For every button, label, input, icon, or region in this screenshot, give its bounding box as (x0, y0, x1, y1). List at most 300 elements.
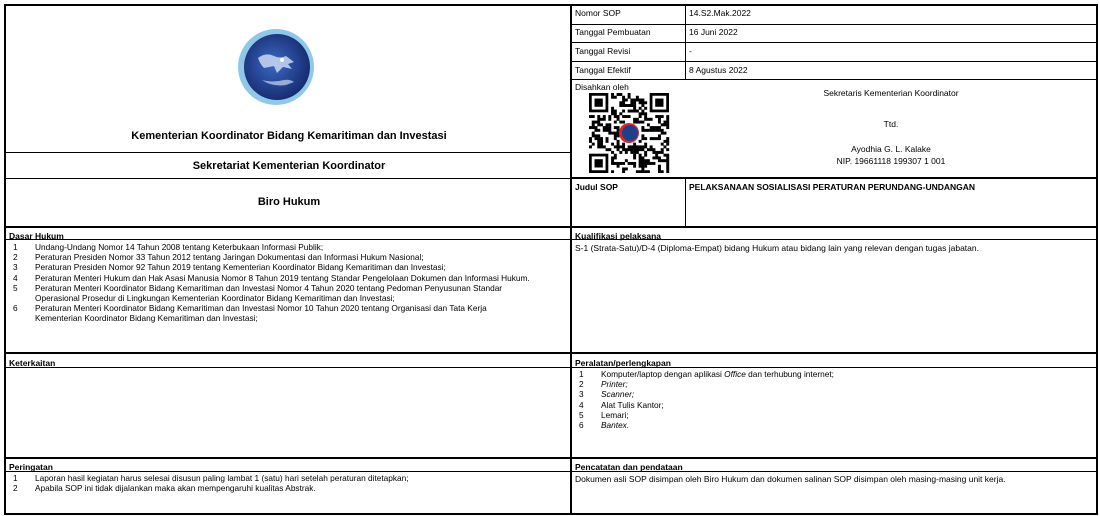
qr-module (639, 99, 642, 102)
list-item: 2 Apabila SOP ini tidak dijalankan maka akan mempengaruhi kualitas Abstrak. (13, 483, 316, 494)
peralatan-list (572, 369, 1092, 430)
secretariat-name: Sekretariat Kementerian Koordinator (192, 160, 386, 172)
qr-module (617, 134, 620, 137)
qr-module (666, 167, 669, 170)
qr-module (589, 115, 592, 118)
qr-module (633, 156, 636, 159)
qr-module (639, 162, 642, 165)
qr-module (655, 151, 658, 154)
qr-module (603, 118, 606, 121)
qr-module (600, 137, 603, 140)
qr-module (633, 121, 636, 124)
qr-module (655, 137, 658, 140)
qr-module (663, 132, 666, 135)
qr-module (619, 101, 622, 104)
qr-module (633, 104, 636, 107)
qr-module (658, 129, 661, 132)
qr-module (600, 123, 603, 126)
qr-module (614, 137, 617, 140)
qr-module (614, 162, 617, 165)
qr-module (666, 126, 669, 129)
list-item: 2 Peraturan Presiden Nomor 33 Tahun 2012 tentang Jaringan Dokumentasi dan Informasi Hukum Nasional; (13, 252, 424, 263)
qr-finder (595, 99, 603, 107)
qr-module (650, 137, 653, 140)
qr-module (608, 115, 611, 118)
qr-module (650, 148, 653, 151)
qr-module (647, 118, 650, 121)
qr-module (595, 134, 598, 137)
qr-module (658, 137, 661, 140)
qr-module (597, 121, 600, 124)
list-item: 4 Peraturan Menteri Hukum dan Hak Asasi Manusia Nomor 8 Tahun 2019 tentang Standar Pengelolaan Dokumen dan Informasi Hukum. (13, 272, 530, 283)
qr-module (663, 140, 666, 143)
qr-module (661, 132, 664, 135)
qr-module (650, 162, 653, 165)
qr-module (597, 137, 600, 140)
qr-module (606, 140, 609, 143)
qr-module (606, 137, 609, 140)
approval-position: Sekretaris Kementerian Koordinator (823, 88, 959, 98)
qr-module (661, 143, 664, 146)
qr-module (633, 143, 636, 146)
qr-module (652, 156, 655, 159)
qr-module (625, 159, 628, 162)
qr-module (661, 170, 664, 173)
qr-module (617, 145, 620, 148)
kualifikasi-heading: Kualifikasi pelaksana (575, 231, 661, 241)
qr-module (647, 170, 650, 173)
qr-module (617, 93, 620, 96)
qr-module (655, 129, 658, 132)
qr-module (644, 143, 647, 146)
qr-module (636, 151, 639, 154)
frame-right (1096, 4, 1098, 515)
qr-module (597, 140, 600, 143)
qr-module (658, 118, 661, 121)
qr-module (666, 165, 669, 168)
qr-module (633, 118, 636, 121)
qr-module (592, 126, 595, 129)
qr-module (633, 154, 636, 157)
qr-module (611, 159, 614, 162)
qr-module (617, 118, 620, 121)
list-item: 3 Peraturan Presiden Nomor 92 Tahun 2019 tentang Kementerian Koordinator Bidang Kemaritiman dan Investasi; (13, 262, 446, 273)
qr-module (622, 162, 625, 165)
qr-module (614, 145, 617, 148)
qr-module (647, 129, 650, 132)
qr-code (586, 93, 672, 173)
qr-module (630, 101, 633, 104)
qr-module (639, 140, 642, 143)
qr-module (619, 162, 622, 165)
qr-module (611, 112, 614, 115)
list-item: 6 Peraturan Menteri Koordinator Bidang Kemaritiman dan Investasi Nomor 10 Tahun 2020 tentang Organisasi dan Tata Kerja (13, 303, 487, 314)
qr-module (641, 101, 644, 104)
qr-module (606, 148, 609, 151)
qr-module (597, 143, 600, 146)
qr-module (658, 170, 661, 173)
qr-module (650, 129, 653, 132)
qr-module (617, 126, 620, 129)
qr-module (661, 159, 664, 162)
qr-module (592, 123, 595, 126)
ministry-name: Kementerian Koordinator Bidang Kemaritiman dan Investasi (131, 130, 447, 142)
qr-module (663, 154, 666, 157)
qr-module (647, 159, 650, 162)
qr-module (655, 126, 658, 129)
qr-module (614, 115, 617, 118)
qr-module (633, 99, 636, 102)
list-item: 3 Scanner; (579, 389, 635, 400)
qr-module (639, 154, 642, 157)
qr-module (641, 167, 644, 170)
qr-code-icon (586, 93, 672, 173)
qr-module (658, 167, 661, 170)
qr-module (614, 112, 617, 115)
qr-module (641, 145, 644, 148)
qr-module (597, 145, 600, 148)
qr-module (636, 99, 639, 102)
qr-module (639, 112, 642, 115)
qr-module (641, 170, 644, 173)
pencatatan-heading: Pencatatan dan pendataan (575, 462, 683, 472)
meta-value-efektif: 8 Agustus 2022 (689, 65, 748, 75)
qr-module (628, 162, 631, 165)
qr-module (608, 126, 611, 129)
qr-module (611, 96, 614, 99)
qr-logo-center (622, 125, 638, 141)
qr-module (606, 129, 609, 132)
qr-module (641, 134, 644, 137)
qr-module (666, 170, 669, 173)
approval-signed: Ttd. (883, 119, 899, 129)
qr-module (639, 121, 642, 124)
qr-module (644, 137, 647, 140)
qr-module (633, 107, 636, 110)
qr-module (666, 140, 669, 143)
meta-label-nomor: Nomor SOP (575, 8, 621, 18)
qr-module (644, 170, 647, 173)
qr-module (639, 101, 642, 104)
qr-module (661, 151, 664, 154)
qr-module (617, 129, 620, 132)
qr-module (658, 156, 661, 159)
qr-module (639, 156, 642, 159)
list-item: 4 Alat Tulis Kantor; (579, 399, 664, 410)
qr-module (652, 129, 655, 132)
qr-module (639, 107, 642, 110)
qr-module (617, 140, 620, 143)
qr-module (636, 145, 639, 148)
qr-module (666, 154, 669, 157)
qr-module (641, 104, 644, 107)
qr-module (633, 162, 636, 165)
qr-module (592, 121, 595, 124)
qr-module (600, 145, 603, 148)
qr-module (614, 132, 617, 135)
qr-module (622, 101, 625, 104)
qr-module (628, 96, 631, 99)
qr-module (608, 132, 611, 135)
qr-module (647, 123, 650, 126)
qr-module (614, 110, 617, 113)
qr-module (600, 118, 603, 121)
qr-module (622, 143, 625, 146)
title-label: Judul SOP (575, 182, 618, 192)
qr-module (619, 151, 622, 154)
meta-label-efektif: Tanggal Efektif (575, 65, 631, 75)
qr-module (625, 115, 628, 118)
peringatan-heading: Peringatan (9, 462, 53, 472)
qr-module (611, 110, 614, 113)
qr-module (625, 148, 628, 151)
qr-module (614, 154, 617, 157)
qr-module (636, 110, 639, 113)
qr-module (652, 151, 655, 154)
qr-module (644, 162, 647, 165)
qr-module (595, 126, 598, 129)
qr-module (622, 96, 625, 99)
qr-finder (595, 159, 603, 167)
qr-module (611, 132, 614, 135)
qr-module (603, 129, 606, 132)
qr-module (608, 118, 611, 121)
qr-module (603, 115, 606, 118)
qr-module (639, 145, 642, 148)
qr-module (666, 123, 669, 126)
qr-module (658, 115, 661, 118)
ministry-logo (222, 22, 322, 112)
qr-module (639, 165, 642, 168)
qr-module (644, 107, 647, 110)
qr-module (666, 159, 669, 162)
qr-module (600, 143, 603, 146)
qr-module (644, 112, 647, 115)
qr-module (617, 143, 620, 146)
qr-module (619, 145, 622, 148)
kualifikasi-text: S-1 (Strata-Satu)/D-4 (Diploma-Empat) bidang Hukum atau bidang lain yang relevan dengan tugas jabatan. (575, 243, 979, 253)
dasar-hukum-heading: Dasar Hukum (9, 231, 64, 241)
qr-module (622, 167, 625, 170)
qr-module (644, 165, 647, 168)
qr-module (661, 115, 664, 118)
qr-module (658, 126, 661, 129)
qr-module (647, 148, 650, 151)
qr-module (611, 93, 614, 96)
list-item: 1 Undang-Undang Nomor 14 Tahun 2008 tentang Keterbukaan Informasi Publik; (13, 242, 324, 252)
qr-module (639, 159, 642, 162)
qr-module (617, 165, 620, 168)
qr-module (597, 123, 600, 126)
qr-module (652, 137, 655, 140)
qr-module (661, 123, 664, 126)
qr-module (636, 118, 639, 121)
qr-module (589, 126, 592, 129)
qr-module (617, 115, 620, 118)
qr-module (628, 148, 631, 151)
qr-module (630, 162, 633, 165)
qr-module (625, 99, 628, 102)
qr-module (630, 148, 633, 151)
qr-module (611, 156, 614, 159)
peringatan-list (6, 473, 570, 493)
qr-module (614, 156, 617, 159)
list-item: 6 Bantex. (579, 420, 630, 431)
qr-module (595, 121, 598, 124)
qr-module (628, 110, 631, 113)
qr-module (630, 110, 633, 113)
qr-module (611, 151, 614, 154)
list-item-continued: Operasional Prosedur di Lingkungan Kementerian Koordinator Bidang Kemaritiman dan Investasi; (35, 293, 395, 304)
qr-module (603, 145, 606, 148)
qr-module (592, 115, 595, 118)
qr-module (622, 121, 625, 124)
qr-module (639, 148, 642, 151)
qr-module (592, 134, 595, 137)
qr-module (611, 170, 614, 173)
qr-module (666, 121, 669, 124)
qr-module (641, 112, 644, 115)
approval-nip: NIP. 19661118 199307 1 001 (836, 156, 946, 166)
qr-module (608, 148, 611, 151)
qr-module (633, 145, 636, 148)
qr-module (589, 137, 592, 140)
qr-module (652, 126, 655, 129)
qr-module (666, 156, 669, 159)
qr-module (641, 148, 644, 151)
qr-module (666, 118, 669, 121)
qr-module (606, 126, 609, 129)
qr-module (622, 115, 625, 118)
qr-module (628, 104, 631, 107)
list-item: 5 Lemari; (579, 409, 629, 420)
qr-module (619, 93, 622, 96)
qr-module (639, 115, 642, 118)
qr-module (622, 99, 625, 102)
qr-module (666, 162, 669, 165)
qr-module (641, 165, 644, 168)
qr-module (617, 162, 620, 165)
qr-module (644, 145, 647, 148)
qr-module (589, 140, 592, 143)
meta-label-revisi: Tanggal Revisi (575, 46, 631, 56)
qr-module (647, 162, 650, 165)
qr-module (644, 101, 647, 104)
qr-module (655, 115, 658, 118)
qr-module (644, 159, 647, 162)
qr-module (619, 104, 622, 107)
qr-module (619, 121, 622, 124)
qr-module (666, 143, 669, 146)
qr-module (636, 96, 639, 99)
qr-module (658, 165, 661, 168)
qr-module (641, 129, 644, 132)
keterkaitan-heading: Keterkaitan (9, 358, 56, 368)
qr-module (641, 121, 644, 124)
qr-module (633, 151, 636, 154)
approval-name: Ayodhia G. L. Kalake (851, 144, 931, 154)
qr-module (655, 156, 658, 159)
qr-module (597, 129, 600, 132)
qr-module (622, 148, 625, 151)
bureau-name: Biro Hukum (257, 196, 321, 208)
qr-module (639, 170, 642, 173)
qr-module (630, 151, 633, 154)
qr-module (628, 115, 631, 118)
qr-module (608, 129, 611, 132)
qr-module (663, 121, 666, 124)
list-item: 5 Peraturan Menteri Koordinator Bidang Kemaritiman dan Investasi Nomor 4 Tahun 2020 tentang Pedoman Penyusunan Standar (13, 282, 503, 293)
qr-module (644, 154, 647, 157)
qr-module (611, 162, 614, 165)
qr-module (663, 123, 666, 126)
qr-module (630, 99, 633, 102)
qr-module (644, 151, 647, 154)
qr-module (592, 143, 595, 146)
qr-module (628, 145, 631, 148)
qr-module (589, 145, 592, 148)
qr-finder (655, 99, 663, 107)
qr-module (641, 137, 644, 140)
qr-module (617, 148, 620, 151)
qr-module (614, 126, 617, 129)
qr-module (658, 151, 661, 154)
qr-module (641, 99, 644, 102)
qr-module (633, 101, 636, 104)
qr-module (644, 115, 647, 118)
garuda-logo-icon (222, 22, 322, 112)
qr-module (650, 126, 653, 129)
list-item: 1 Komputer/laptop dengan aplikasi Office dan terhubung internet; (579, 369, 834, 379)
qr-module (650, 118, 653, 121)
qr-module (595, 137, 598, 140)
qr-module (611, 107, 614, 110)
qr-module (625, 167, 628, 170)
qr-module (661, 129, 664, 132)
qr-module (622, 145, 625, 148)
qr-module (600, 140, 603, 143)
meta-value-pembuatan: 16 Juni 2022 (689, 27, 738, 37)
qr-module (666, 148, 669, 151)
qr-module (622, 104, 625, 107)
qr-module (628, 93, 631, 96)
meta-label-pembuatan: Tanggal Pembuatan (575, 27, 651, 37)
qr-module (625, 151, 628, 154)
qr-module (597, 134, 600, 137)
qr-module (655, 154, 658, 157)
pencatatan-text: Dokumen asli SOP disimpan oleh Biro Hukum dan dokumen salinan SOP disimpan oleh masing-masing unit kerja. (575, 474, 1006, 484)
qr-module (633, 148, 636, 151)
qr-module (658, 121, 661, 124)
qr-module (633, 165, 636, 168)
qr-module (614, 134, 617, 137)
qr-module (597, 118, 600, 121)
qr-module (661, 148, 664, 151)
qr-module (622, 170, 625, 173)
qr-module (636, 170, 639, 173)
qr-module (608, 123, 611, 126)
qr-module (630, 104, 633, 107)
qr-module (597, 115, 600, 118)
qr-module (641, 162, 644, 165)
qr-module (663, 145, 666, 148)
qr-module (666, 137, 669, 140)
qr-module (641, 156, 644, 159)
qr-module (641, 159, 644, 162)
qr-module (619, 112, 622, 115)
qr-module (636, 148, 639, 151)
qr-module (663, 159, 666, 162)
